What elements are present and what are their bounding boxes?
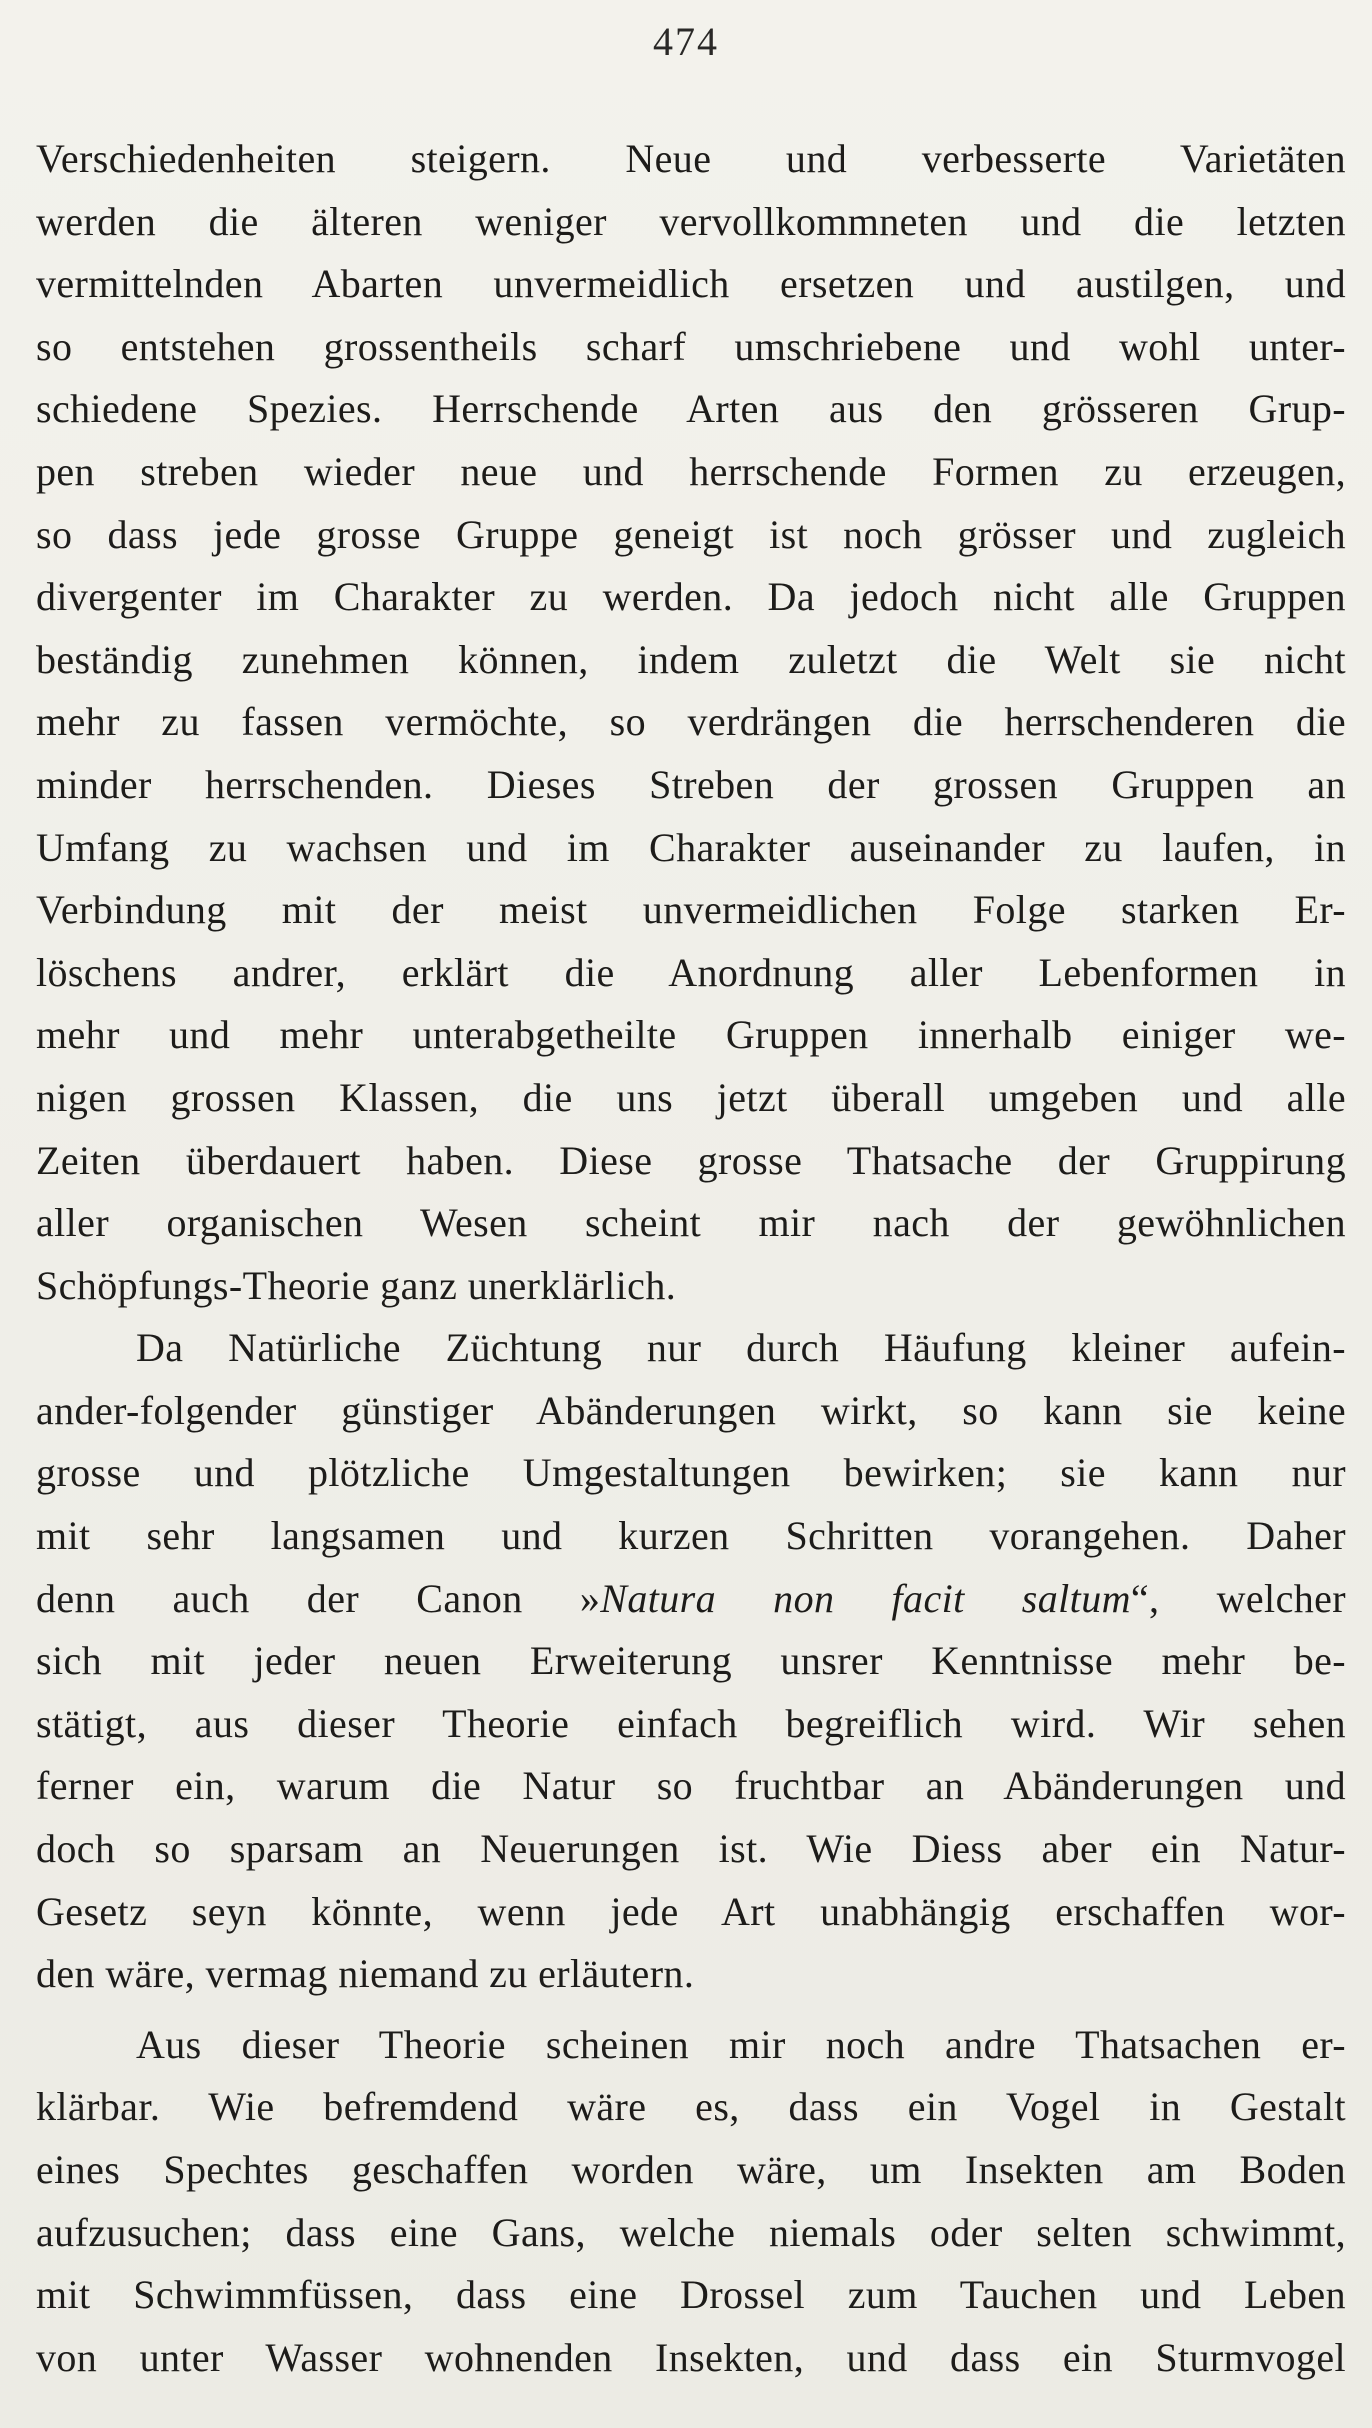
text-line: klärbar. Wie befremdend wäre es, dass ein Vogel in Gestalt: [36, 2084, 1346, 2130]
text-line: mehr und mehr unterabgetheilte Gruppen innerhalb einiger we-: [36, 1012, 1346, 1058]
text-line: Schöpfungs-Theorie ganz unerklärlich.: [36, 1262, 677, 1308]
text-line: so entstehen grossentheils scharf umschriebene und wohl unter-: [36, 323, 1346, 369]
text-line: von unter Wasser wohnenden Insekten, und dass ein Sturmvogel: [36, 2334, 1346, 2380]
text-line: Verbindung mit der meist unvermeidlichen Folge starken Er-: [36, 887, 1346, 933]
latin-quote: Natura non facit saltum: [600, 1575, 1131, 1621]
text-line: Da Natürliche Züchtung nur durch Häufung kleiner aufein-: [136, 1325, 1346, 1371]
text-line: den wäre, vermag niemand zu erläutern.: [36, 1951, 695, 1997]
text-line: ander-folgender günstiger Abänderungen wirkt, so kann sie keine: [36, 1387, 1346, 1433]
text-line: schiedene Spezies. Herrschende Arten aus den grösseren Grup-: [36, 386, 1346, 432]
body-text: [36, 128, 1346, 2389]
text-segment: denn auch der Canon »: [36, 1575, 601, 1621]
text-line: nigen grossen Klassen, die uns jetzt überall umgeben und alle: [36, 1074, 1346, 1120]
text-line: divergenter im Charakter zu werden. Da jedoch nicht alle Gruppen: [36, 574, 1346, 620]
text-line: löschens andrer, erklärt die Anordnung aller Lebenformen in: [36, 949, 1346, 995]
text-line: Gesetz seyn könnte, wenn jede Art unabhängig erschaffen wor-: [36, 1888, 1346, 1934]
text-line: Aus dieser Theorie scheinen mir noch andre Thatsachen er-: [136, 2021, 1346, 2067]
text-line: Umfang zu wachsen und im Charakter auseinander zu laufen, in: [36, 824, 1346, 870]
text-line: Verschiedenheiten steigern. Neue und verbesserte Varietäten: [36, 136, 1346, 181]
text-line: ferner ein, warum die Natur so fruchtbar an Abänderungen und: [36, 1763, 1346, 1809]
text-line: so dass jede grosse Gruppe geneigt ist noch grösser und zugleich: [36, 511, 1346, 557]
text-line: [36, 1568, 1346, 1631]
text-line: Zeiten überdauert haben. Diese grosse Thatsache der Gruppirung: [36, 1137, 1346, 1183]
text-line: vermittelnden Abarten unvermeidlich ersetzen und austilgen, und: [36, 261, 1346, 307]
text-line: doch so sparsam an Neuerungen ist. Wie Diess aber ein Natur-: [36, 1826, 1346, 1872]
text-line: werden die älteren weniger vervollkommneten und die letzten: [36, 198, 1346, 244]
text-line: mehr zu fassen vermöchte, so verdrängen die herrschenderen die: [36, 699, 1346, 745]
text-line: beständig zunehmen können, indem zuletzt die Welt sie nicht: [36, 636, 1346, 682]
text-line: sich mit jeder neuen Erweiterung unsrer Kenntnisse mehr be-: [36, 1638, 1346, 1684]
text-line: stätigt, aus dieser Theorie einfach begreiflich wird. Wir sehen: [36, 1700, 1346, 1746]
text-line: pen streben wieder neue und herrschende Formen zu erzeugen,: [36, 448, 1346, 494]
text-segment: “, welcher: [1130, 1575, 1346, 1621]
text-line: minder herrschenden. Dieses Streben der grossen Gruppen an: [36, 761, 1346, 807]
text-line: aufzusuchen; dass eine Gans, welche niemals oder selten schwimmt,: [36, 2209, 1346, 2255]
text-line: aller organischen Wesen scheint mir nach der gewöhnlichen: [36, 1200, 1346, 1246]
text-line: mit sehr langsamen und kurzen Schritten vorangehen. Daher: [36, 1513, 1346, 1559]
page-number: 474: [653, 19, 719, 64]
text-line: mit Schwimmfüssen, dass eine Drossel zum Tauchen und Leben: [36, 2272, 1346, 2318]
text-line: eines Spechtes geschaffen worden wäre, um Insekten am Boden: [36, 2147, 1346, 2192]
text-line: grosse und plötzliche Umgestaltungen bewirken; sie kann nur: [36, 1450, 1346, 1496]
